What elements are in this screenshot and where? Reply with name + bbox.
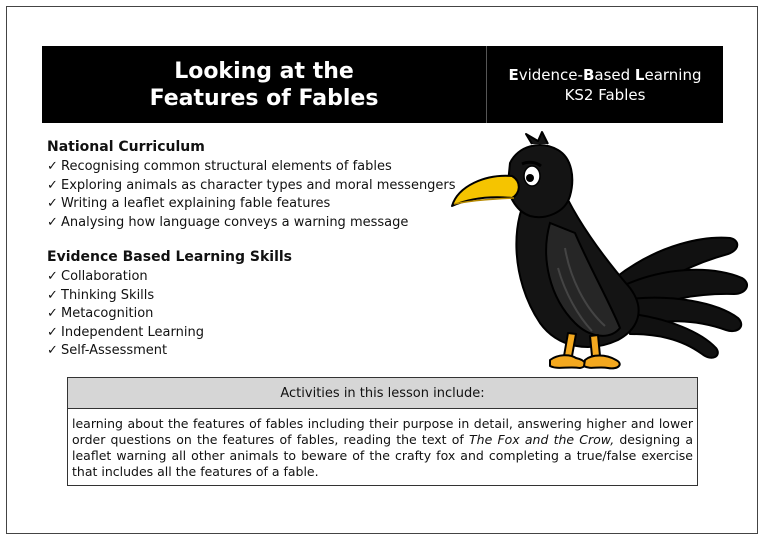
activities-box xyxy=(67,377,698,486)
list-item-text: Collaboration xyxy=(61,269,148,284)
check-icon: ✓ xyxy=(47,343,58,358)
crow-illustration xyxy=(440,128,760,380)
list-item-text: Analysing how language conveys a warning message xyxy=(61,214,409,230)
skills-heading: Evidence Based Learning Skills xyxy=(47,249,292,265)
check-icon: ✓ xyxy=(47,306,58,321)
activities-text-part1: learning about the features of fables including their purpose in detail, answering higher and lower order questions on the features of fables, reading the text of xyxy=(72,416,693,447)
national-curriculum-section xyxy=(47,138,456,232)
activities-text-part2: designing a leaflet warning all other animals to beware of the crafty fox and completing a true/false exercise that includes all the features of a fable. xyxy=(72,432,694,479)
check-icon: ✓ xyxy=(47,287,58,303)
skills-list xyxy=(47,268,292,361)
list-item-text: Self-Assessment xyxy=(61,343,168,358)
header-banner xyxy=(42,46,723,123)
check-icon: ✓ xyxy=(47,324,58,340)
list-item xyxy=(47,177,456,196)
brand-word-b: ased xyxy=(594,65,635,84)
brand-initial-b: B xyxy=(582,65,595,84)
national-curriculum-list xyxy=(47,158,456,232)
list-item xyxy=(47,268,292,287)
list-item xyxy=(47,287,292,306)
national-curriculum-heading: National Curriculum xyxy=(47,139,205,155)
crow-beak xyxy=(452,176,519,206)
list-item-text: Exploring animals as character types and moral messengers xyxy=(61,177,456,193)
list-item xyxy=(47,214,456,233)
list-item xyxy=(47,324,292,343)
list-item-text: Independent Learning xyxy=(61,324,204,340)
brand-block xyxy=(487,46,723,123)
brand-name xyxy=(508,65,701,85)
skills-section xyxy=(47,248,292,361)
check-icon: ✓ xyxy=(47,269,58,284)
activities-text-title: The Fox and the Crow, xyxy=(469,432,615,447)
check-icon: ✓ xyxy=(47,196,58,211)
list-item-text: Recognising common structural elements of fables xyxy=(61,159,392,174)
brand-initial-l: L xyxy=(634,65,645,84)
page-title: Looking at the Features of Fables xyxy=(149,58,379,111)
brand-initial-e: E xyxy=(508,65,519,84)
list-item-text: Metacognition xyxy=(61,306,154,321)
list-item xyxy=(47,195,456,214)
activities-heading: Activities in this lesson include: xyxy=(68,378,697,409)
check-icon: ✓ xyxy=(47,177,58,193)
list-item xyxy=(47,305,292,324)
brand-word-e: vidence- xyxy=(518,65,583,84)
check-icon: ✓ xyxy=(47,214,58,230)
brand-word-l: earning xyxy=(644,65,702,84)
brand-subtitle: KS2 Fables xyxy=(564,85,646,104)
list-item-text: Writing a leaflet explaining fable features xyxy=(61,196,331,211)
list-item xyxy=(47,158,456,177)
list-item-text: Thinking Skills xyxy=(61,287,155,303)
activities-description xyxy=(68,409,697,480)
check-icon: ✓ xyxy=(47,159,58,174)
list-item xyxy=(47,342,292,361)
